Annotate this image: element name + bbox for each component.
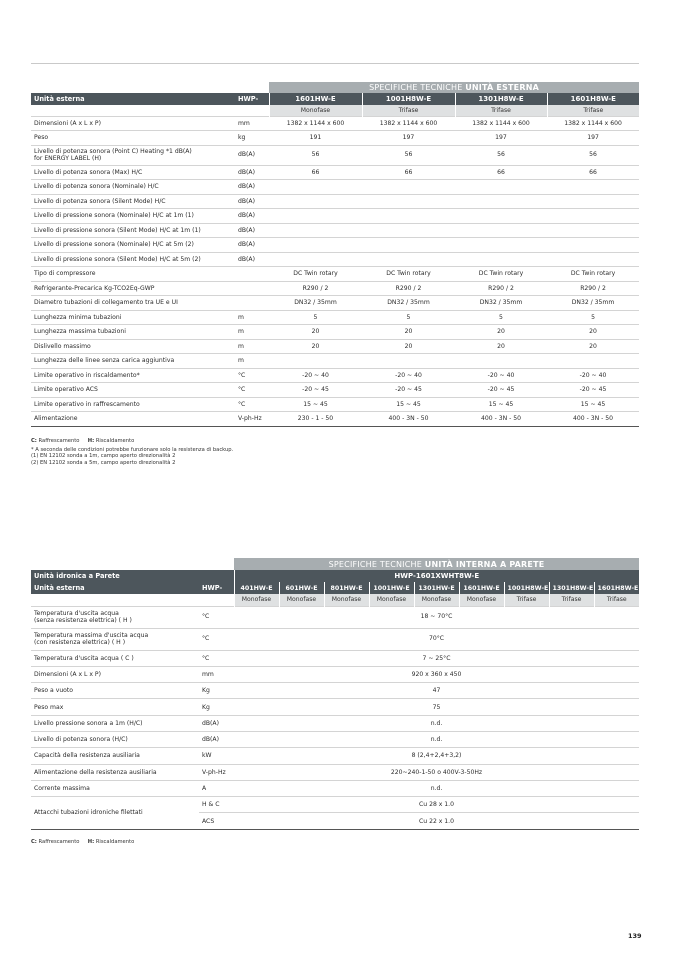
cell-value [269,252,362,267]
table-row [31,209,639,224]
table-row [31,731,639,747]
row-unit: A [199,780,234,796]
spec-band-title: SPECIFICHE TECNICHE UNITÀ ESTERNA [269,82,639,93]
cell-value: 5 [269,310,362,325]
row-label: Refrigerante-Precarica Kg-TCO2Eq-GWP [31,281,235,296]
row-unit: °C [199,628,234,650]
table-row [31,281,639,296]
cell-value: 5 [455,310,547,325]
table-row [31,606,639,628]
row-unit: dB(A) [235,209,269,224]
table1-notes [31,438,233,466]
table-row [31,666,639,682]
cell-value [362,354,455,369]
table-row [31,412,639,427]
cell-value: 20 [455,339,547,354]
table-row [31,797,639,813]
cell-value: R290 / 2 [269,281,362,296]
cell-value [547,238,639,253]
cell-value: 920 x 360 x 450 [234,666,639,682]
row-unit: dB(A) [235,165,269,180]
phase-header: Trifase [549,594,594,606]
row-unit: m [235,310,269,325]
row-unit [235,267,269,282]
row-label: Temperatura d'uscita acqua ( C ) [31,650,199,666]
cell-value [269,180,362,195]
row-label: Dimensioni (A x L x P) [31,666,199,682]
table-row [31,116,639,131]
table-row [31,368,639,383]
row-unit: dB(A) [199,731,234,747]
table-row [31,145,639,165]
cell-value: R290 / 2 [547,281,639,296]
table-row [31,780,639,796]
row-unit: dB(A) [235,238,269,253]
cell-value [547,252,639,267]
table-row [31,296,639,311]
cell-value [547,194,639,209]
cell-value: 5 [547,310,639,325]
cell-value: 400 - 3N - 50 [547,412,639,427]
cell-value: DC Twin rotary [547,267,639,282]
cell-value: 400 - 3N - 50 [455,412,547,427]
cell-value: n.d. [234,731,639,747]
page-number: 139 [628,932,642,940]
idronica-model: HWP-1601XWHT8W-E [234,570,639,582]
cell-value: 15 ~ 45 [455,397,547,412]
row-unit: dB(A) [235,145,269,165]
cell-value [547,354,639,369]
table-row [31,238,639,253]
cell-value [455,238,547,253]
cell-value [547,223,639,238]
table-row [31,628,639,650]
cell-value [455,194,547,209]
row-label: Limite operativo ACS [31,383,235,398]
cell-value [362,252,455,267]
cell-value [362,194,455,209]
row-label: Temperatura massima d'uscita acqua (con resistenza elettrica) ( H ) [31,628,199,650]
row-label: Limite operativo in raffrescamento [31,397,235,412]
row-label: Peso max [31,699,199,715]
table-row [31,310,639,325]
outdoor-unit-spec-table [31,82,639,427]
row-unit: V-ph-Hz [199,764,234,780]
row-label: Livello pressione sonora a 1m (H/C) [31,715,199,731]
table-row [31,715,639,731]
cell-value: -20 ~ 40 [455,368,547,383]
table-row [31,764,639,780]
model-header: 1601H8W-E [547,93,639,105]
row-unit: dB(A) [235,252,269,267]
row-label: Livello di pressione sonora (Nominale) H/C at 5m (2) [31,238,235,253]
header-label: Unità esterna [31,582,199,594]
table-row [31,383,639,398]
cell-value: 15 ~ 45 [362,397,455,412]
row-unit: °C [235,397,269,412]
cell-value: 220~240-1-50 o 400V-3-50Hz [234,764,639,780]
cell-value [362,223,455,238]
row-unit: dB(A) [235,180,269,195]
phase-header: Trifase [362,105,455,116]
row-label: Lunghezza minima tubazioni [31,310,235,325]
cell-value [455,354,547,369]
table-row [31,194,639,209]
cell-value [455,223,547,238]
row-unit: °C [235,383,269,398]
cell-value: DC Twin rotary [362,267,455,282]
cell-value: 20 [547,325,639,340]
cell-value: Cu 28 x 1.0 [234,797,639,813]
row-label: Livello di pressione sonora (Nominale) H/C at 1m (1) [31,209,235,224]
cell-value: 1382 x 1144 x 600 [362,116,455,131]
table-row [31,699,639,715]
row-label: Capacità della resistenza ausiliaria [31,748,199,764]
row-label: Peso a vuoto [31,683,199,699]
footnote: (1) EN 12102 sonda a 1m, campo aperto direzionalità 2 [31,453,176,460]
row-unit: mm [199,666,234,682]
cell-value: DN32 / 35mm [455,296,547,311]
cell-value [547,180,639,195]
cell-value: 20 [362,325,455,340]
top-divider [31,63,639,64]
row-unit: mm [235,116,269,131]
model-header: 1001H8W-E [362,93,455,105]
row-label: Livello di potenza sonora (Silent Mode) H/C [31,194,235,209]
cell-value [547,209,639,224]
phase-header: Trifase [594,594,639,606]
row-label: Attacchi tubazioni idroniche filettati [31,797,199,830]
cell-value: 7 ~ 25°C [234,650,639,666]
row-label: Lunghezza massima tubazioni [31,325,235,340]
table-row [31,683,639,699]
row-unit: dB(A) [235,223,269,238]
cell-value: DC Twin rotary [455,267,547,282]
row-unit: Kg [199,699,234,715]
model-header: 801HW-E [324,582,369,594]
table-row [31,339,639,354]
model-header: 1601HW-E [459,582,504,594]
header-unit: HWP- [235,93,269,105]
cell-value: -20 ~ 45 [547,383,639,398]
cell-value: -20 ~ 40 [269,368,362,383]
cell-value: 70°C [234,628,639,650]
phase-header: Trifase [455,105,547,116]
table-row [31,354,639,369]
cell-value: 15 ~ 45 [547,397,639,412]
cell-value: 197 [362,131,455,146]
row-unit: kW [199,748,234,764]
row-unit [235,296,269,311]
phase-header: Monofase [369,594,414,606]
row-label: Livello di potenza sonora (H/C) [31,731,199,747]
cell-value: DN32 / 35mm [362,296,455,311]
cell-value [269,194,362,209]
phase-header: Monofase [234,594,279,606]
phase-header: Monofase [414,594,459,606]
cell-value: -20 ~ 40 [547,368,639,383]
cell-value: 66 [547,165,639,180]
cell-value: 15 ~ 45 [269,397,362,412]
cell-value: 56 [269,145,362,165]
row-label: Livello di pressione sonora (Silent Mode) H/C at 5m (2) [31,252,235,267]
phase-header: Monofase [459,594,504,606]
row-label: Livello di potenza sonora (Nominale) H/C [31,180,235,195]
spec-band-title: SPECIFICHE TECNICHE UNITÀ INTERNA A PARETE [234,558,639,570]
footnote: (2) EN 12102 sonda a 5m, campo aperto direzionalità 2 [31,459,176,466]
cell-value: 75 [234,699,639,715]
cell-value: 1382 x 1144 x 600 [547,116,639,131]
table2-notes [31,839,134,845]
row-label: Corrente massima [31,780,199,796]
footnote: * A seconda delle condizioni potrebbe funzionare solo la resistenza di backup. [31,447,234,454]
legend: C: Raffrescamento H: Riscaldamento [31,438,135,444]
row-label: Livello di potenza sonora (Max) H/C [31,165,235,180]
table-row [31,223,639,238]
cell-value: 197 [547,131,639,146]
row-unit: H & C [199,797,234,813]
cell-value [455,180,547,195]
row-label: Temperatura d'uscita acqua (senza resistenza elettrica) ( H ) [31,606,199,628]
model-header: 601HW-E [279,582,324,594]
model-header: 1301H8W-E [455,93,547,105]
phase-header: Monofase [279,594,324,606]
cell-value: 18 ~ 70°C [234,606,639,628]
header-unit: HWP- [199,582,234,594]
table-row [31,325,639,340]
cell-value: 400 - 3N - 50 [362,412,455,427]
row-label: Lunghezza delle linee senza carica aggiuntiva [31,354,235,369]
cell-value: Cu 22 x 1.0 [234,813,639,829]
row-label: Livello di potenza sonora (Point C) Heating *1 dB(A) for ENERGY LABEL (H) [31,145,235,165]
cell-value: 20 [269,325,362,340]
row-unit: Kg [199,683,234,699]
phase-header: Trifase [547,105,639,116]
row-label: Livello di pressione sonora (Silent Mode) H/C at 1m (1) [31,223,235,238]
row-unit: °C [199,650,234,666]
cell-value: 20 [362,339,455,354]
table-row [31,748,639,764]
cell-value: -20 ~ 45 [269,383,362,398]
table-row [31,252,639,267]
cell-value: n.d. [234,780,639,796]
model-header: 1601H8W-E [594,582,639,594]
cell-value: 20 [269,339,362,354]
row-unit: m [235,354,269,369]
row-unit: ACS [199,813,234,829]
cell-value [269,354,362,369]
cell-value: 66 [362,165,455,180]
row-label: Peso [31,131,235,146]
cell-value [362,180,455,195]
cell-value [455,209,547,224]
header-label: Unità esterna [31,93,235,105]
cell-value: 66 [455,165,547,180]
row-unit: dB(A) [235,194,269,209]
model-header: 1301H8W-E [549,582,594,594]
table-row [31,131,639,146]
row-label: Alimentazione della resistenza ausiliaria [31,764,199,780]
cell-value: 20 [455,325,547,340]
cell-value: 56 [455,145,547,165]
model-header: 1001HW-E [369,582,414,594]
row-unit [235,281,269,296]
cell-value: 5 [362,310,455,325]
cell-value: 197 [455,131,547,146]
row-unit: °C [235,368,269,383]
cell-value: DN32 / 35mm [269,296,362,311]
cell-value [455,252,547,267]
cell-value: R290 / 2 [455,281,547,296]
row-unit: m [235,339,269,354]
idronica-label: Unità idronica a Parete [31,570,234,582]
cell-value: -20 ~ 45 [362,383,455,398]
table-row [31,650,639,666]
table-row [31,397,639,412]
cell-value: DC Twin rotary [269,267,362,282]
cell-value: 20 [547,339,639,354]
row-unit: kg [235,131,269,146]
cell-value: -20 ~ 40 [362,368,455,383]
model-header: 1001H8W-E [504,582,549,594]
phase-header: Trifase [504,594,549,606]
row-label: Alimentazione [31,412,235,427]
cell-value: 1382 x 1144 x 600 [269,116,362,131]
row-unit: dB(A) [199,715,234,731]
cell-value: 56 [547,145,639,165]
cell-value: 1382 x 1144 x 600 [455,116,547,131]
cell-value: 8 (2,4+2,4+3,2) [234,748,639,764]
cell-value [269,223,362,238]
row-unit: V-ph-Hz [235,412,269,427]
model-header: 1301HW-E [414,582,459,594]
cell-value: 191 [269,131,362,146]
cell-value: 66 [269,165,362,180]
cell-value: DN32 / 35mm [547,296,639,311]
row-label: Dislivello massimo [31,339,235,354]
table-row [31,165,639,180]
cell-value: 56 [362,145,455,165]
cell-value: -20 ~ 45 [455,383,547,398]
row-label: Diametro tubazioni di collegamento tra UE e UI [31,296,235,311]
row-label: Limite operativo in riscaldamento* [31,368,235,383]
model-header: 401HW-E [234,582,279,594]
cell-value: R290 / 2 [362,281,455,296]
legend: C: Raffrescamento H: Riscaldamento [31,839,135,845]
phase-header: Monofase [324,594,369,606]
row-label: Tipo di compressore [31,267,235,282]
cell-value [269,209,362,224]
table-row [31,180,639,195]
indoor-unit-spec-table [31,558,639,830]
cell-value [269,238,362,253]
cell-value: 230 - 1 - 50 [269,412,362,427]
cell-value: n.d. [234,715,639,731]
cell-value [362,209,455,224]
row-label: Dimensioni (A x L x P) [31,116,235,131]
phase-header: Monofase [269,105,362,116]
cell-value [362,238,455,253]
table-row [31,267,639,282]
cell-value: 47 [234,683,639,699]
row-unit: °C [199,606,234,628]
row-unit: m [235,325,269,340]
model-header: 1601HW-E [269,93,362,105]
